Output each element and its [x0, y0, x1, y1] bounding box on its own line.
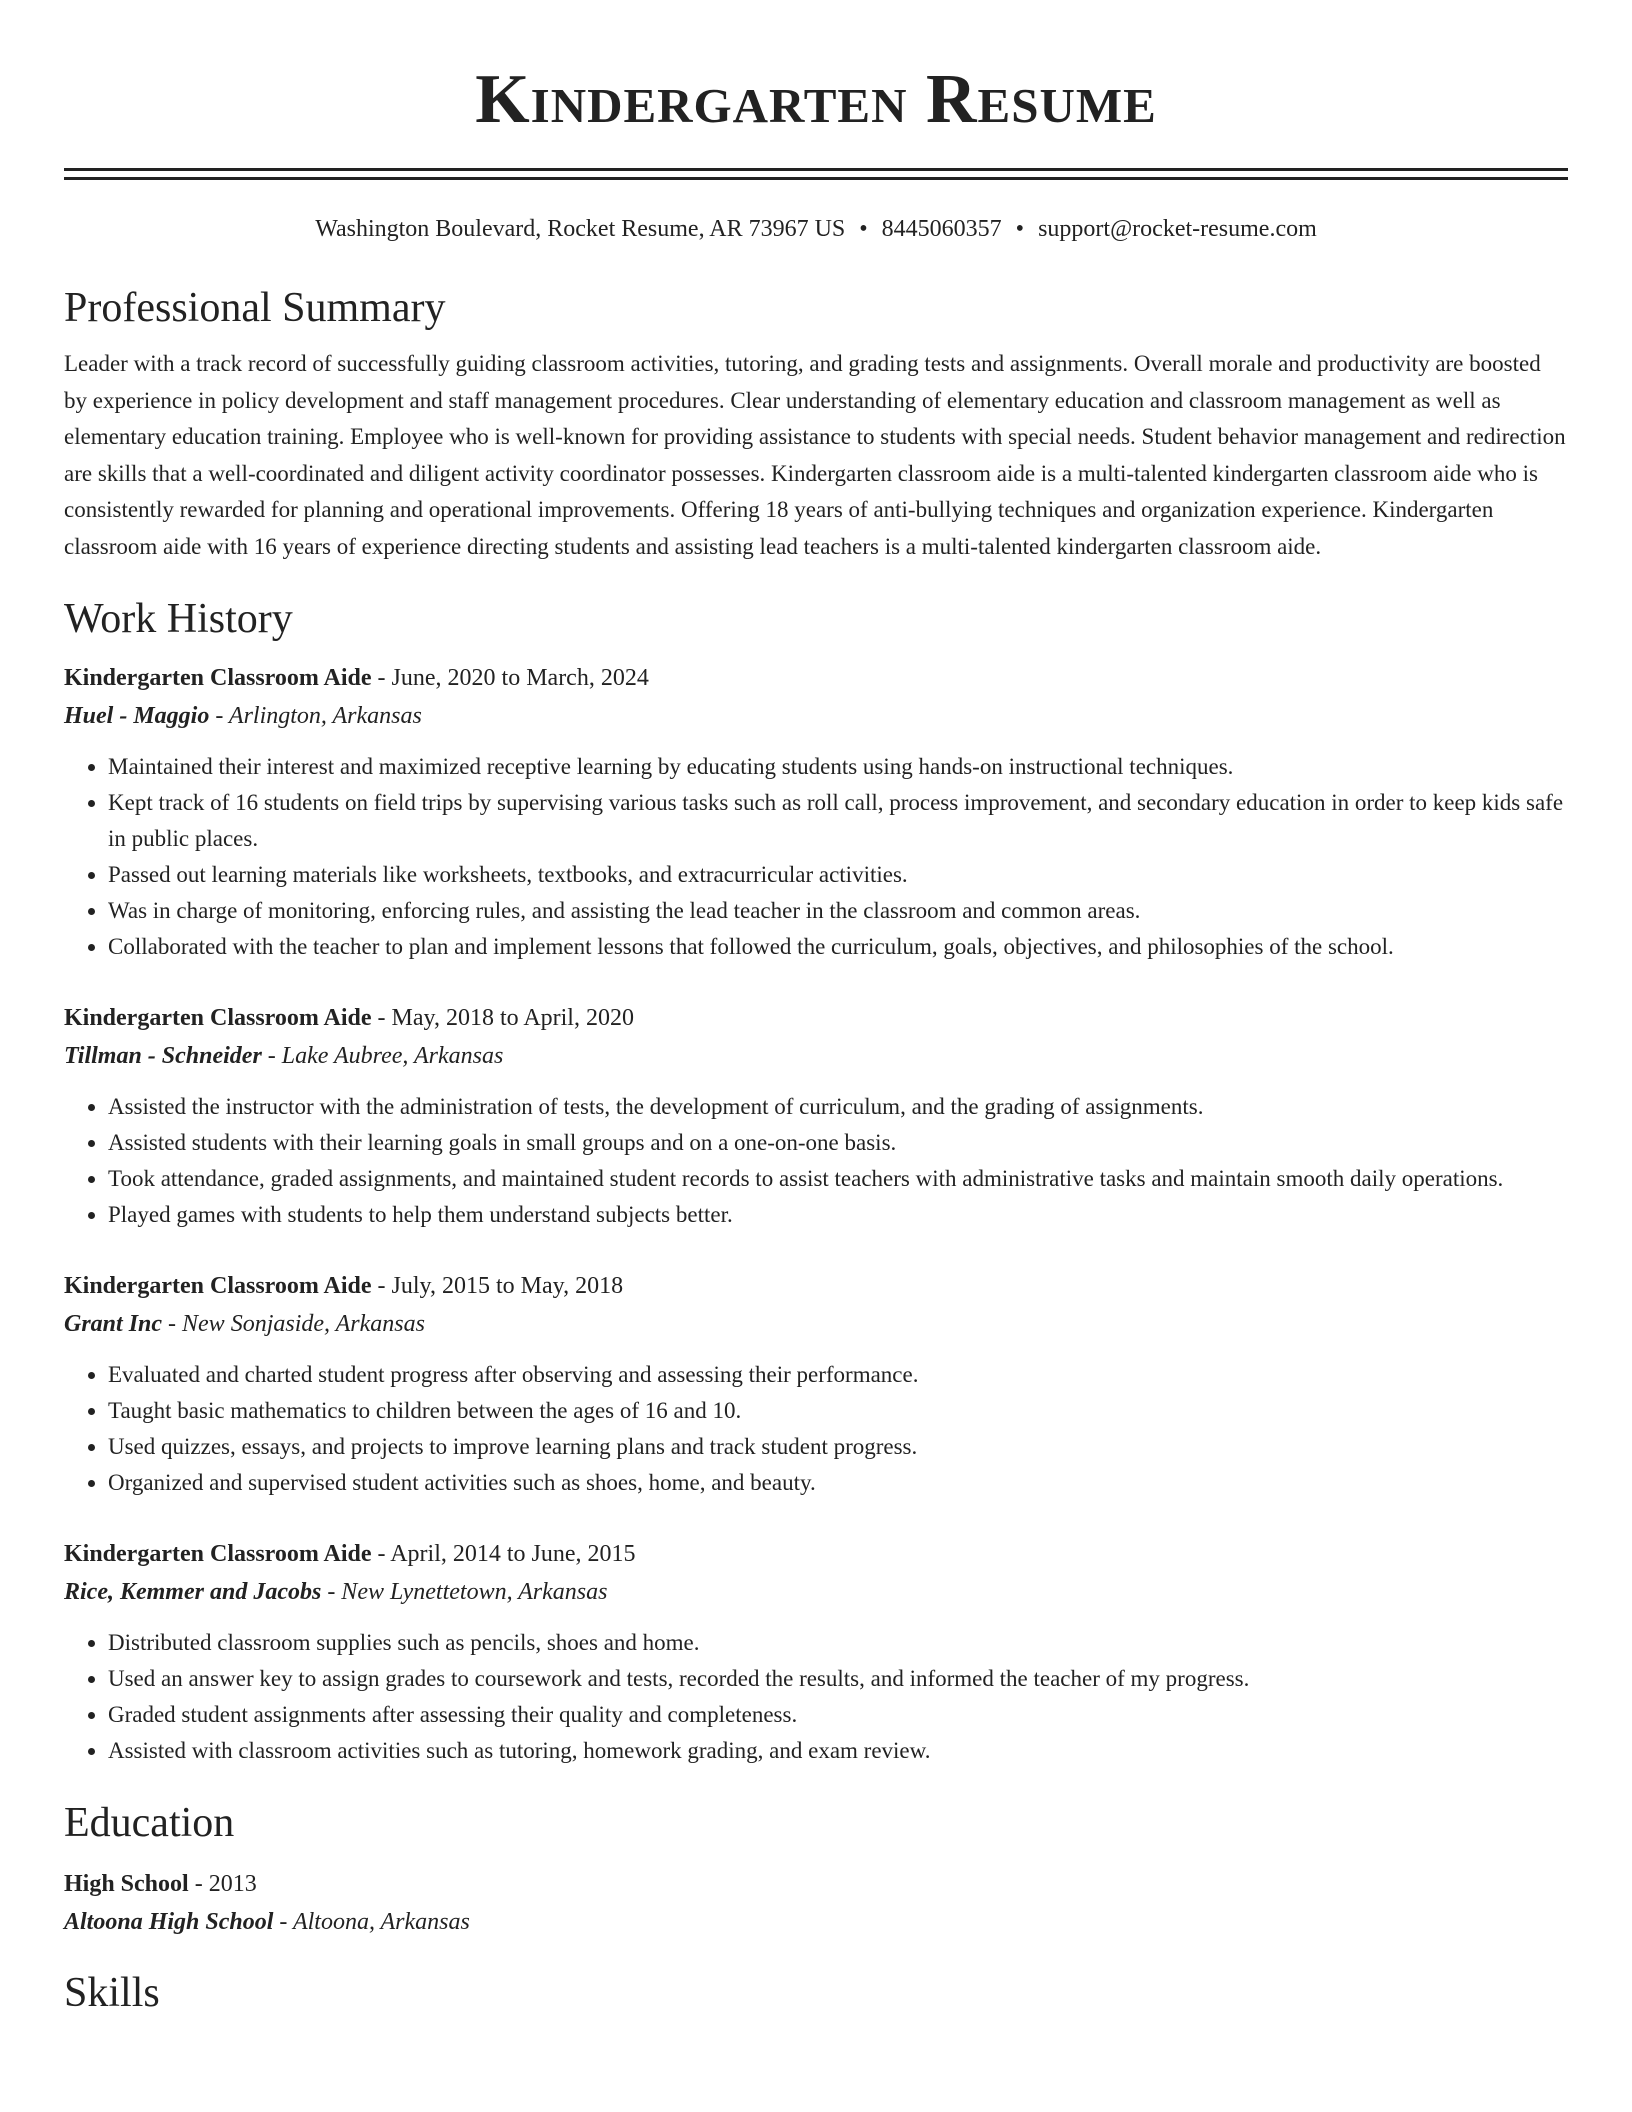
- list-item: • Took attendance, graded assignments, and maintained student records to assist teachers with administrative tasks and maintain smooth daily operations.: [108, 1161, 1568, 1197]
- education-school-line: [64, 1903, 1568, 1941]
- job-entry: [64, 1535, 1568, 1769]
- work-history-heading: Work History: [64, 596, 293, 642]
- contact-line: [64, 214, 1568, 244]
- title-divider: [64, 168, 1568, 180]
- education-heading: Education: [64, 1800, 235, 1846]
- job-dates: - July, 2015 to May, 2018: [371, 1273, 624, 1299]
- job-company: Huel - Maggio: [64, 703, 210, 729]
- education-year: - 2013: [188, 1871, 257, 1897]
- list-item: • Organized and supervised student activities such as shoes, home, and beauty.: [108, 1465, 1568, 1501]
- job-dates: - June, 2020 to March, 2024: [371, 665, 649, 691]
- job-company: Rice, Kemmer and Jacobs: [64, 1579, 322, 1605]
- job-title-line: [64, 659, 1568, 697]
- job-title-line: [64, 1535, 1568, 1573]
- job-location: - Lake Aubree, Arkansas: [261, 1043, 504, 1069]
- list-item: • Assisted students with their learning goals in small groups and on a one-on-one basis.: [108, 1125, 1568, 1161]
- list-item: • Used quizzes, essays, and projects to improve learning plans and track student progress.: [108, 1429, 1568, 1465]
- contact-address: Washington Boulevard, Rocket Resume, AR 73967 US: [315, 216, 846, 242]
- list-item: • Evaluated and charted student progress after observing and assessing their performance.: [108, 1357, 1568, 1393]
- job-company-line: [64, 1037, 1568, 1075]
- contact-separator: •: [1015, 216, 1025, 242]
- list-item: • Distributed classroom supplies such as pencils, shoes and home.: [108, 1625, 1568, 1661]
- list-item: • Passed out learning materials like worksheets, textbooks, and extracurricular activities.: [108, 857, 1568, 893]
- job-company: Grant Inc: [64, 1311, 163, 1337]
- job-title-line: [64, 999, 1568, 1037]
- list-item: • Collaborated with the teacher to plan and implement lessons that followed the curriculum, goals, objectives, and philosophies of the school.: [108, 929, 1568, 965]
- summary-heading: Professional Summary: [64, 285, 446, 331]
- education-entry: [64, 1865, 1568, 1941]
- resume-title: Kindergarten Resume: [475, 61, 1157, 138]
- job-bullets: [64, 1357, 1568, 1501]
- job-title-line: [64, 1267, 1568, 1305]
- list-item: • Taught basic mathematics to children between the ages of 16 and 10.: [108, 1393, 1568, 1429]
- contact-separator: •: [859, 216, 868, 242]
- list-item: • Graded student assignments after assessing their quality and completeness.: [108, 1697, 1568, 1733]
- job-bullets: [64, 749, 1568, 965]
- job-entry: [64, 1267, 1568, 1501]
- summary-text: Leader with a track record of successfully guiding classroom activities, tutoring, and grading tests and assignments. Overall morale and productivity are boosted by experience in policy development and staff management procedures. Clear understanding of elementary education and classroom management as well as elementary education training. Employee who is well-known for providing assistance to students with special needs. Student behavior management and redirection are skills that a well-coordinated and diligent activity coordinator possesses. Kindergarten classroom aide is a multi-talented kindergarten classroom aide who is consistently rewarded for planning and operational improvements. Offering 18 years of anti-bullying techniques and organization experience. Kindergarten classroom aide with 16 years of experience directing students and assisting lead teachers is a multi-talented kindergarten classroom aide.: [64, 351, 1566, 559]
- list-item: • Maintained their interest and maximized receptive learning by educating students using hands-on instructional techniques.: [108, 749, 1568, 785]
- job-bullets: [64, 1089, 1568, 1233]
- contact-email: support@rocket-resume.com: [1038, 216, 1317, 242]
- job-location: - New Sonjaside, Arkansas: [162, 1311, 425, 1337]
- job-location: - Arlington, Arkansas: [209, 703, 422, 729]
- list-item: • Played games with students to help them understand subjects better.: [108, 1197, 1568, 1233]
- list-item: • Assisted with classroom activities such as tutoring, homework grading, and exam review.: [108, 1733, 1568, 1769]
- job-dates: - May, 2018 to April, 2020: [371, 1005, 634, 1031]
- job-company: Tillman - Schneider: [64, 1043, 262, 1069]
- job-company-line: [64, 697, 1568, 735]
- education-degree: High School: [64, 1871, 189, 1897]
- job-location: - New Lynettetown, Arkansas: [321, 1579, 608, 1605]
- education-school: Altoona High School: [64, 1909, 274, 1935]
- job-title: Kindergarten Classroom Aide: [64, 1273, 372, 1299]
- skills-heading: Skills: [64, 1970, 160, 2016]
- job-entry: [64, 659, 1568, 965]
- list-item: • Assisted the instructor with the administration of tests, the development of curriculum, and the grading of assignments.: [108, 1089, 1568, 1125]
- education-location: - Altoona, Arkansas: [273, 1909, 470, 1935]
- job-company-line: [64, 1305, 1568, 1343]
- list-item: • Kept track of 16 students on field trips by supervising various tasks such as roll call, process improvement, and secondary education in order to keep kids safe in public places.: [108, 785, 1568, 857]
- job-title: Kindergarten Classroom Aide: [64, 1005, 372, 1031]
- contact-phone: 8445060357: [881, 216, 1002, 242]
- list-item: • Was in charge of monitoring, enforcing rules, and assisting the lead teacher in the classroom and common areas.: [108, 893, 1568, 929]
- job-bullets: [64, 1625, 1568, 1769]
- job-title: Kindergarten Classroom Aide: [64, 1541, 372, 1567]
- job-company-line: [64, 1573, 1568, 1611]
- education-degree-line: [64, 1865, 1568, 1903]
- job-title: Kindergarten Classroom Aide: [64, 665, 372, 691]
- job-entry: [64, 999, 1568, 1233]
- job-dates: - April, 2014 to June, 2015: [371, 1541, 636, 1567]
- list-item: • Used an answer key to assign grades to coursework and tests, recorded the results, and informed the teacher of my progress.: [108, 1661, 1568, 1697]
